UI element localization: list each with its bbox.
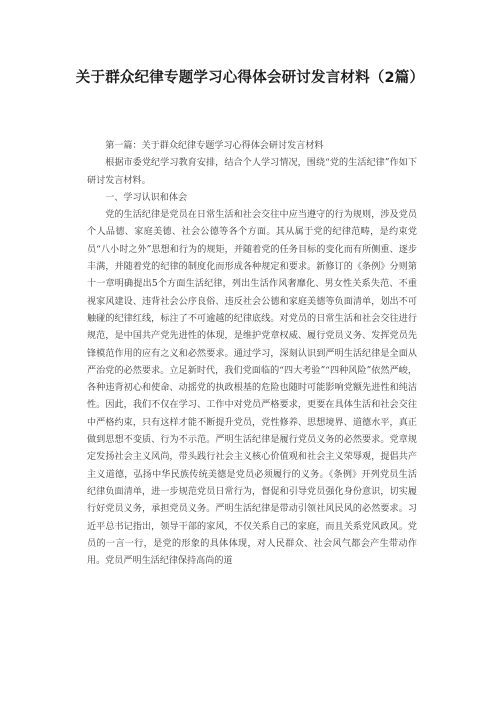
- intro-paragraph: 根据市委党纪学习教育安排，结合个人学习情况，围绕“党的生活纪律”作如下研讨发言材料。: [87, 158, 417, 186]
- document-body: [87, 138, 417, 570]
- body-paragraph: 党的生活纪律是党员在日常生活和社会交往中应当遵守的行为规则，涉及党员个人品德、家庭美德、社会公德等各个方面。其从属于党的纪律范畴，是约束党员“八小时之外”思想和行为的规矩，并随着党的任务目标的变化而有所侧重、逐步丰满，并随着党的纪律的制度化而形成各种规定和要求。新修订的《条例》分则第十一章明确提出5个方面生活纪律，列出生活作风奢靡化、男女性关系失范、不重视家风建设、违背社会公序良俗、违反社会公德和家庭美德等负面清单，划出不可触碰的纪律红线，标注了不可逾越的纪律底线。对党员的日常生活和社会交往进行规范，是中国共产党先进性的体现，是维护党章权威、履行党员义务、发挥党员先锋模范作用的应有之义和必然要求。通过学习，深刻认识到严明生活纪律是全面从严治党的必然要求。立足新时代，我们党面临的“四大考验”“四种风险”依然严峻，各种违背初心和使命、动摇党的执政根基的危险也随时可能影响党额先进性和纯洁性。因此，我们不仅在学习、工作中对党员严格要求，更要在具体生活和社会交往中严格约束，只有这样才能不断提升党员，党性修养、思想境界、道德水平，真正做到思想不变质、行为不示范。严明生活纪律是履行党员义务的必然要求。党章规定发扬社会主义风尚，带头践行社会主义核心价值观和社会主义荣辱观，提倡共产主义道德，弘扬中华民族传统美德是党员必须履行的义务。《条例》开列党员生活纪律负面清单，进一步规范党员日常行为，督促和引导党员强化身份意识，切实履行好党员义务，承担党员义务。严明生活纪律是带动引领社风民风的必然要求。习近平总书记指出，领导干部的家风，不仅关系自己的家庭，而且关系党风政风。党员的一言一行，是党的形象的具体体现，对人民群众、社会风气都会产生带动作用。党员严明生活纪律保持高尚的道: [87, 210, 417, 567]
- document-title: 关于群众纪律专题学习心得体会研讨发言材料（2篇）: [75, 70, 425, 86]
- section-subtitle: 第一篇：关于群众纪律专题学习心得体会研讨发言材料: [105, 141, 324, 151]
- section-heading: 一、学习认识和体会: [105, 192, 188, 203]
